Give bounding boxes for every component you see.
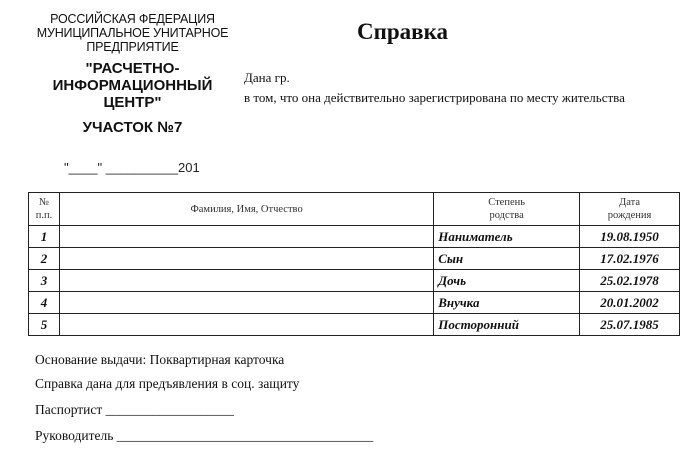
cell-relation: Дочь (434, 270, 580, 292)
header-num (29, 193, 60, 226)
document-title: Справка (357, 19, 448, 44)
org-line-2: МУНИЦИПАЛЬНОЕ УНИТАРНОЕ (36, 26, 229, 40)
header-name: Фамилия, Имя, Отчество (59, 193, 433, 226)
cell-birth: 25.07.1985 (580, 314, 680, 336)
head-signature: Руководитель ______________________________________ (35, 428, 374, 443)
cell-name (59, 270, 433, 292)
org-name-3: ЦЕНТР" (103, 94, 162, 111)
passport-officer-signature: Паспортист ___________________ (35, 402, 234, 417)
table-row (29, 292, 680, 314)
header-birth-line1: Дата (619, 197, 640, 208)
org-name-1: "РАСЧЕТНО- (85, 60, 180, 77)
organization-block (20, 12, 245, 136)
issue-date-field: "____" __________201 (64, 160, 200, 175)
cell-num: 1 (29, 226, 60, 248)
header-relation (434, 193, 580, 226)
header-birth-line2: рождения (607, 210, 652, 221)
cell-relation: Наниматель (434, 226, 580, 248)
header-num-line2: п.п. (35, 210, 53, 221)
cell-birth: 17.02.1976 (580, 248, 680, 270)
cell-num: 5 (29, 314, 60, 336)
cell-birth: 25.02.1978 (580, 270, 680, 292)
table-row (29, 314, 680, 336)
header-relation-line1: Степень (488, 197, 526, 208)
cell-relation: Внучка (434, 292, 580, 314)
org-name-2: ИНФОРМАЦИОННЫЙ (52, 77, 213, 94)
cell-num: 2 (29, 248, 60, 270)
header-relation-line2: родства (489, 210, 524, 221)
cell-num: 3 (29, 270, 60, 292)
cell-relation: Посторонний (434, 314, 580, 336)
cell-name (59, 226, 433, 248)
cell-name (59, 248, 433, 270)
residents-table (28, 192, 680, 336)
table-row (29, 226, 680, 248)
section-label: УЧАСТОК №7 (82, 119, 183, 136)
cell-birth: 20.01.2002 (580, 292, 680, 314)
cell-birth: 19.08.1950 (580, 226, 680, 248)
given-to-label: Дана гр. (244, 70, 290, 85)
issue-basis: Основание выдачи: Поквартирная карточка (35, 352, 285, 367)
table-row (29, 270, 680, 292)
issue-purpose: Справка дана для предъявления в соц. защиту (35, 376, 300, 391)
statement-text: в том, что она действительно зарегистрирована по месту жительства (244, 90, 625, 105)
org-line-1: РОССИЙСКАЯ ФЕДЕРАЦИЯ (50, 12, 215, 26)
header-num-line1: № (38, 197, 49, 208)
table-row (29, 248, 680, 270)
cell-name (59, 314, 433, 336)
cell-relation: Сын (434, 248, 580, 270)
header-birth (580, 193, 680, 226)
org-line-3: ПРЕДПРИЯТИЕ (86, 40, 179, 54)
cell-num: 4 (29, 292, 60, 314)
table-header-row (29, 193, 680, 226)
cell-name (59, 292, 433, 314)
